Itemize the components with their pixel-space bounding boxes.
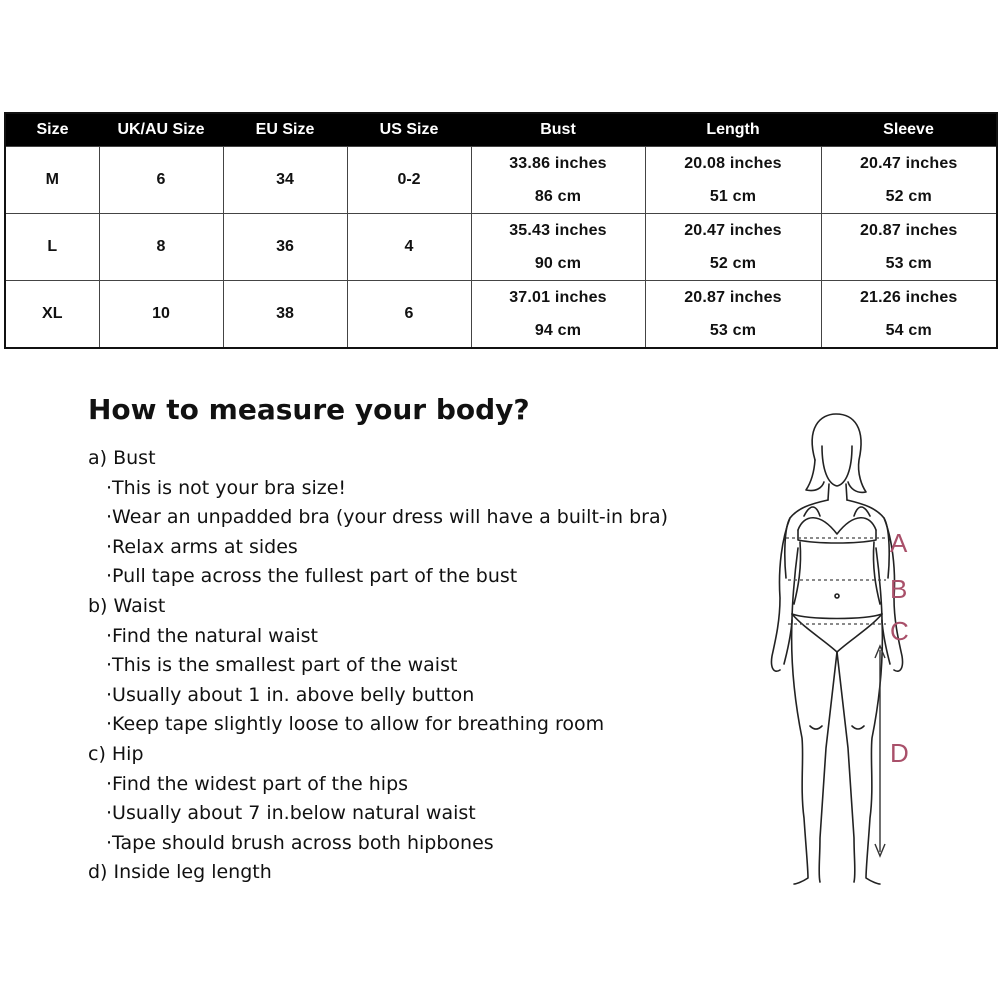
cell-bust: [471, 280, 645, 348]
cell-bust: [471, 146, 645, 213]
table-row: [5, 146, 997, 213]
cell-sleeve: [821, 146, 997, 213]
size-chart-table: [4, 112, 998, 349]
length-cm: 53 cm: [709, 321, 757, 339]
length-cm: 52 cm: [709, 254, 757, 272]
body-figure-svg: [758, 408, 938, 893]
list-item: ·Usually about 1 in. above belly button: [106, 683, 475, 706]
guide-title: How to measure your body?: [88, 393, 530, 426]
section-heading-inside-leg: d) Inside leg length: [88, 861, 272, 884]
length-cm: 51 cm: [709, 187, 757, 205]
cell-length: [645, 213, 821, 280]
cell-size: L: [5, 213, 99, 280]
section-heading-hip: c) Hip: [88, 742, 144, 765]
label-a: A: [890, 528, 908, 558]
list-item: ·Usually about 7 in.below natural waist: [106, 802, 476, 825]
length-inches: 20.47 inches: [684, 221, 782, 239]
cell-us: 0-2: [347, 146, 471, 213]
bust-inches: 33.86 inches: [509, 154, 607, 172]
list-item: ·Relax arms at sides: [106, 535, 298, 558]
bust-inches: 35.43 inches: [509, 221, 607, 239]
length-inches: 20.08 inches: [684, 154, 782, 172]
cell-sleeve: [821, 280, 997, 348]
sleeve-inches: 20.47 inches: [859, 154, 958, 172]
table-header-row: [5, 113, 997, 146]
cell-length: [645, 146, 821, 213]
header-bust: Bust: [471, 113, 645, 146]
list-item: ·This is not your bra size!: [106, 476, 347, 499]
cell-eu: 38: [223, 280, 347, 348]
bust-cm: 90 cm: [534, 254, 582, 272]
sleeve-inches: 20.87 inches: [859, 221, 958, 239]
table-row: [5, 213, 997, 280]
bust-cm: 86 cm: [534, 187, 582, 205]
cell-eu: 36: [223, 213, 347, 280]
cell-sleeve: [821, 213, 997, 280]
cell-uk-au: 6: [99, 146, 223, 213]
cell-size: M: [5, 146, 99, 213]
list-item: ·This is the smallest part of the waist: [106, 654, 458, 677]
label-b: B: [890, 574, 908, 604]
section-heading-waist: b) Waist: [88, 594, 166, 617]
list-item: ·Wear an unpadded bra (your dress will have a built-in bra): [106, 506, 669, 529]
section-heading-bust: a) Bust: [88, 447, 156, 469]
sleeve-cm: 52 cm: [885, 187, 932, 205]
table-row: [5, 280, 997, 348]
sleeve-cm: 53 cm: [885, 254, 932, 272]
header-size: Size: [5, 113, 99, 146]
bust-inches: 37.01 inches: [509, 288, 607, 306]
sleeve-inches: 21.26 inches: [859, 288, 958, 306]
label-c: C: [890, 616, 909, 646]
list-item: ·Find the widest part of the hips: [106, 772, 409, 795]
cell-us: 4: [347, 213, 471, 280]
list-item: ·Keep tape slightly loose to allow for breathing room: [106, 713, 605, 736]
bust-cm: 94 cm: [534, 321, 582, 339]
sleeve-cm: 54 cm: [885, 321, 932, 339]
body-silhouette-icon: [758, 408, 938, 893]
header-us-size: US Size: [347, 113, 471, 146]
cell-size: XL: [5, 280, 99, 348]
list-item: ·Tape should brush across both hipbones: [106, 831, 494, 854]
cell-bust: [471, 213, 645, 280]
cell-uk-au: 10: [99, 280, 223, 348]
length-inches: 20.87 inches: [684, 288, 782, 306]
cell-us: 6: [347, 280, 471, 348]
cell-uk-au: 8: [99, 213, 223, 280]
list-item: ·Find the natural waist: [106, 624, 318, 647]
header-uk-au-size: UK/AU Size: [99, 113, 223, 146]
header-length: Length: [645, 113, 821, 146]
header-eu-size: EU Size: [223, 113, 347, 146]
cell-eu: 34: [223, 146, 347, 213]
header-sleeve: Sleeve: [821, 113, 997, 146]
label-d: D: [890, 738, 909, 768]
list-item: ·Pull tape across the fullest part of the bust: [106, 565, 518, 588]
cell-length: [645, 280, 821, 348]
measure-guide-list: [88, 444, 728, 888]
